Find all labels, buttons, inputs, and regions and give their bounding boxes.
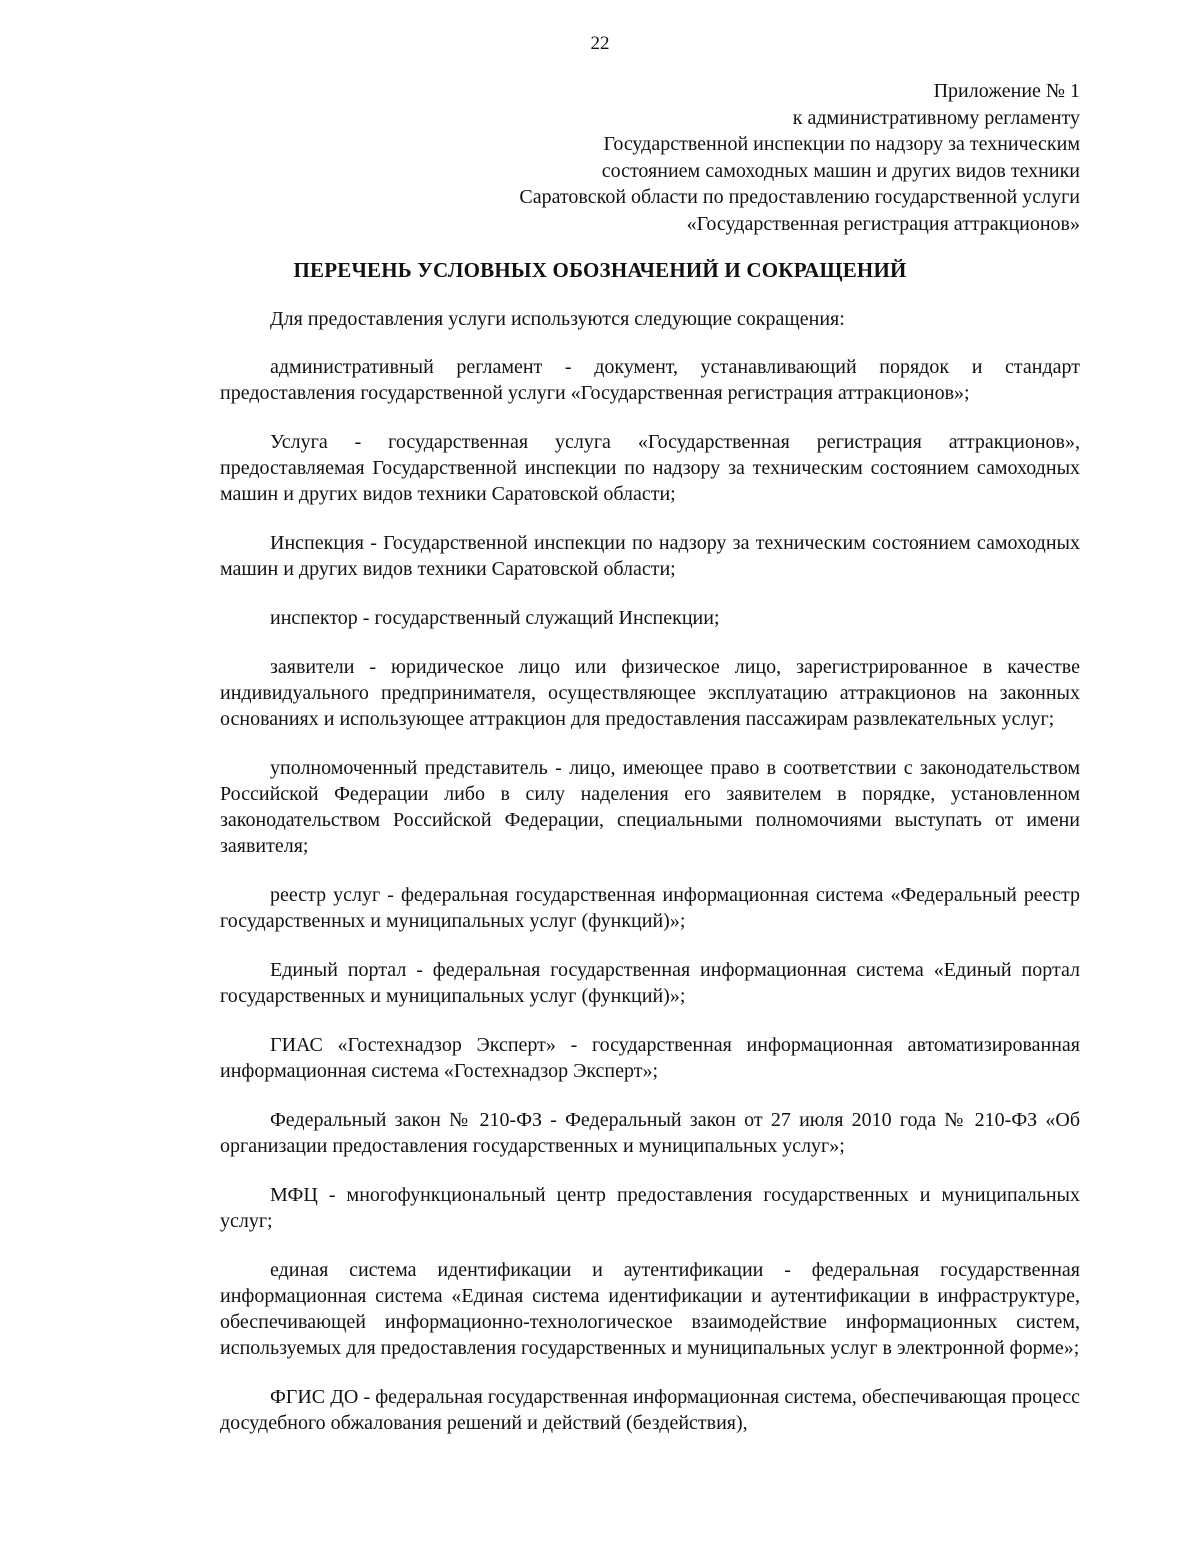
definition-text: - документ, устанавливающий порядок и стандарт предоставления государственной услуги «Государственная регистрация аттракционов»;	[220, 356, 1080, 404]
appendix-header	[519, 78, 1080, 238]
definition-item	[220, 1107, 1080, 1159]
definition-term: МФЦ	[270, 1184, 318, 1206]
definition-item	[220, 957, 1080, 1009]
appendix-line: к административному регламенту	[792, 106, 1080, 129]
definition-text: - федеральная государственная информационная система «Единая система идентификации и аутентификации в инфраструктуре, обеспечивающей информационно-технологическое взаимодействие информационных систем, используемых для предоставления государственных и муниципальных услуг в электронной форме»;	[220, 1259, 1080, 1359]
definition-term: Федеральный закон № 210-ФЗ	[270, 1109, 543, 1131]
document-title: ПЕРЕЧЕНЬ УСЛОВНЫХ ОБОЗНАЧЕНИЙ И СОКРАЩЕНИЙ	[293, 258, 907, 282]
definition-term: уполномоченный представитель	[270, 757, 548, 779]
definition-item	[220, 1182, 1080, 1234]
definition-term: Услуга	[270, 431, 328, 453]
appendix-line: Саратовской области по предоставлению государственной услуги	[519, 186, 1080, 209]
definition-item	[220, 1384, 1080, 1436]
definition-term: ГИАС «Гостехнадзор Эксперт»	[270, 1034, 556, 1056]
definition-text: - государственная услуга «Государственная регистрация аттракционов», предоставляемая Государственной инспекции по надзору за техническим состоянием самоходных машин и других видов техники Саратовской области;	[220, 431, 1080, 505]
appendix-line: состоянием самоходных машин и других видов техники	[601, 159, 1080, 182]
definition-term: Инспекция	[270, 532, 364, 554]
definition-term: заявители	[270, 656, 355, 678]
definition-text: - федеральная государственная информационная система, обеспечивающая процесс досудебного обжалования решений и действий (бездействия),	[220, 1386, 1081, 1434]
definition-term: единая система идентификации и аутентификации	[270, 1259, 764, 1281]
definition-item	[220, 1032, 1080, 1084]
definitions-list	[220, 354, 1080, 1459]
definition-text: - многофункциональный центр предоставления государственных и муниципальных услуг;	[220, 1184, 1080, 1232]
appendix-line: Государственной инспекции по надзору за техническим	[603, 133, 1080, 156]
definition-term: Единый портал	[270, 959, 407, 981]
definition-text: - Государственной инспекции по надзору за техническим состоянием самоходных машин и других видов техники Саратовской области;	[220, 532, 1080, 580]
definition-text: - Федеральный закон от 27 июля 2010 года № 210-ФЗ «Об организации предоставления государственных и муниципальных услуг»;	[220, 1109, 1080, 1157]
definition-text: - федеральная государственная информационная система «Федеральный реестр государственных и муниципальных услуг (функций)»;	[220, 884, 1080, 932]
definition-text: - юридическое лицо или физическое лицо, зарегистрированное в качестве индивидуального предпринимателя, осуществляющее эксплуатацию аттракционов на законных основаниях и использующее аттракцион для предоставления пассажирам развлекательных услуг;	[220, 656, 1080, 730]
definition-term: реестр услуг	[270, 884, 381, 906]
definition-item	[220, 354, 1080, 406]
definition-term: административный регламент	[270, 356, 543, 378]
definition-item	[220, 530, 1080, 582]
definition-item	[220, 755, 1080, 859]
definition-item	[220, 1257, 1080, 1361]
page-number: 22	[590, 33, 610, 54]
definition-item	[220, 882, 1080, 934]
definition-text: - государственная информационная автоматизированная информационная система «Гостехнадзор Эксперт»;	[220, 1034, 1080, 1082]
definition-term: ФГИС ДО	[270, 1386, 359, 1408]
definition-term: инспектор	[270, 607, 358, 629]
intro-paragraph: Для предоставления услуги используются следующие сокращения:	[270, 308, 845, 330]
definition-item	[220, 654, 1080, 732]
definition-text: - лицо, имеющее право в соответствии с законодательством Российской Федерации либо в силу наделения его заявителем в порядке, установленном законодательством Российской Федерации, специальными полномочиями выступать от имени заявителя;	[220, 757, 1080, 857]
appendix-line: Приложение № 1	[933, 80, 1080, 102]
definition-item	[220, 605, 1080, 631]
definition-text: - государственный служащий Инспекции;	[357, 607, 720, 629]
appendix-line: «Государственная регистрация аттракционов»	[686, 212, 1080, 235]
definition-text: - федеральная государственная информационная система «Единый портал государственных и муниципальных услуг (функций)»;	[220, 959, 1080, 1007]
definition-item	[220, 429, 1080, 507]
